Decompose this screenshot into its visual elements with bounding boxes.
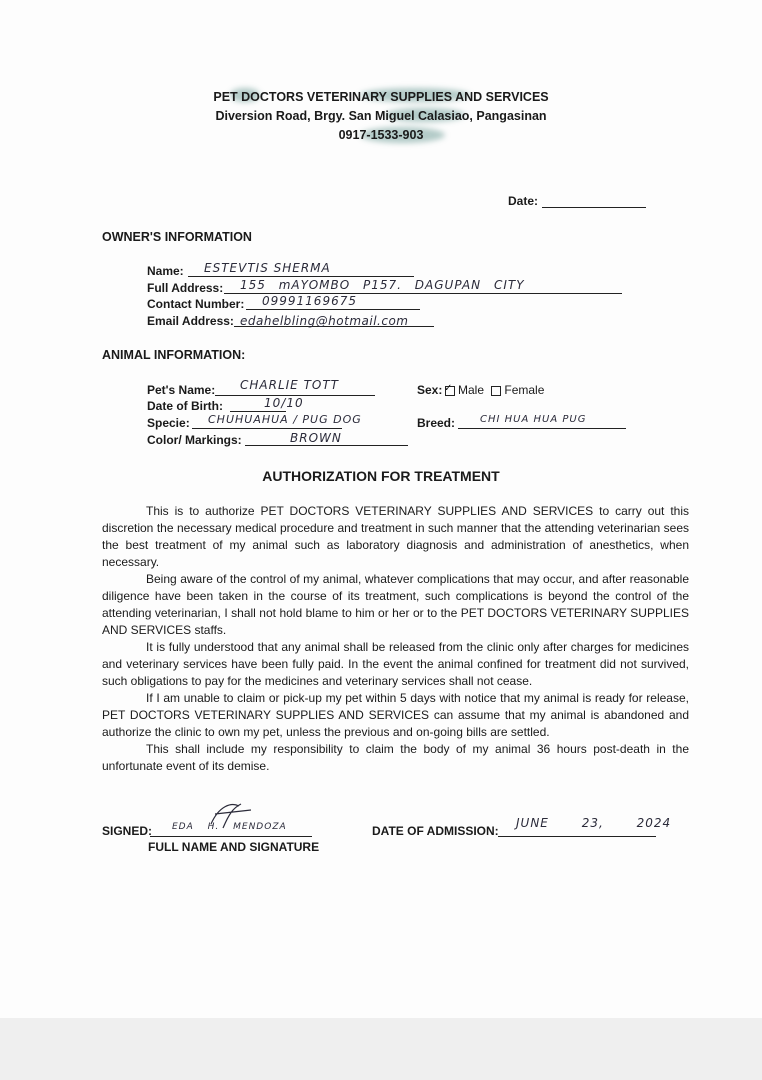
specie-value[interactable]: CHUHUAHUA / PUG DOG	[208, 413, 362, 426]
clinic-phone: 0917-1533-903	[338, 128, 424, 142]
contact-number-line	[246, 309, 420, 310]
color-value[interactable]: BROWN	[290, 431, 342, 445]
sex-female-label: Female	[504, 383, 545, 397]
dob-value[interactable]: 10/10	[264, 396, 304, 410]
specie-line	[192, 428, 342, 429]
sex-male-label: Male	[458, 383, 485, 397]
owner-address-label: Full Address:	[147, 281, 224, 295]
contact-number-label: Contact Number:	[147, 297, 245, 311]
breed-label: Breed:	[417, 416, 456, 430]
authorization-paragraph: This is to authorize PET DOCTORS VETERINARY SUPPLIES AND SERVICES to carry out this discretion the necessary medical procedure and treatment in such manner that the attending veterinarian sees the best treatment of my animal such as laboratory diagnosis and administration of anesthetics, when necessary.	[102, 504, 689, 569]
signature-line	[150, 836, 312, 837]
owner-name-label: Name:	[147, 264, 184, 278]
breed-line	[458, 428, 626, 429]
specie-label: Specie:	[147, 416, 190, 430]
email-value[interactable]: edahelbling@hotmail.com	[240, 314, 409, 328]
date-of-admission-value[interactable]: JUNE 23, 2024	[516, 816, 672, 830]
signed-label: SIGNED:	[102, 824, 153, 838]
pet-name-label: Pet's Name:	[147, 383, 216, 397]
date-of-admission-label: DATE OF ADMISSION:	[372, 824, 499, 838]
clinic-name: PET DOCTORS VETERINARY SUPPLIES AND SERVICES	[213, 90, 549, 104]
date-field-line[interactable]	[542, 207, 646, 208]
sex-male-checkbox[interactable]: ✓	[445, 386, 455, 396]
signed-name-value[interactable]: EDA H. MENDOZA	[172, 822, 287, 832]
sex-female-checkbox[interactable]	[491, 386, 501, 396]
owner-address-value[interactable]: 155 mAYOMBO P157. DAGUPAN CITY	[240, 278, 525, 292]
authorization-paragraph: If I am unable to claim or pick-up my pet within 5 days with notice that my animal is ready for release, PET DOCTORS VETERINARY SUPPLIES AND SERVICES can assume that my animal is abandoned and authorize the clinic to own my pet, unless the previous and on-going bills are settled.	[102, 691, 689, 739]
contact-number-value[interactable]: 09991169675	[262, 294, 357, 308]
authorization-paragraph: It is fully understood that any animal shall be released from the clinic only after charges for medicines and veterinary services have been fully paid. In the event the animal confined for treatment did not survived, such obligations to pay for the medicines and veterinary services shall not cease.	[102, 640, 689, 688]
authorization-paragraph: Being aware of the control of my animal, whatever complications that may occur, and after reasonable diligence have been taken in the course of its treatment, such complications is beyond the control of the attending veterinarian, I shall not hold blame to him or her or to the PET DOCTORS VETERINARY SUPPLIES AND SERVICES staffs.	[102, 572, 689, 637]
pet-name-value[interactable]: CHARLIE TOTT	[240, 378, 340, 392]
color-line	[245, 445, 408, 446]
owner-name-value[interactable]: ESTEVTIS SHERMA	[204, 261, 331, 275]
breed-value[interactable]: CHI HUA HUA PUG	[480, 414, 587, 425]
owner-name-line	[188, 276, 414, 277]
clinic-address: Diversion Road, Brgy. San Miguel Calasiao, Pangasinan	[215, 109, 547, 123]
scan-bottom-band	[0, 1018, 762, 1080]
animal-section-title: ANIMAL INFORMATION:	[102, 348, 246, 362]
date-label: Date:	[508, 194, 539, 208]
sex-label: Sex:	[417, 383, 443, 397]
full-name-signature-label: FULL NAME AND SIGNATURE	[148, 840, 320, 854]
date-of-admission-line	[498, 836, 656, 837]
sex-options	[445, 383, 544, 397]
authorization-body	[102, 503, 689, 775]
authorization-title: AUTHORIZATION FOR TREATMENT	[262, 468, 500, 484]
color-label: Color/ Markings:	[147, 433, 242, 447]
owner-section-title: OWNER'S INFORMATION	[102, 230, 252, 244]
dob-line	[230, 411, 286, 412]
dob-label: Date of Birth:	[147, 399, 223, 413]
email-label: Email Address:	[147, 314, 234, 328]
authorization-paragraph: This shall include my responsibility to claim the body of my animal 36 hours post-death in the unfortunate event of its demise.	[102, 742, 689, 773]
